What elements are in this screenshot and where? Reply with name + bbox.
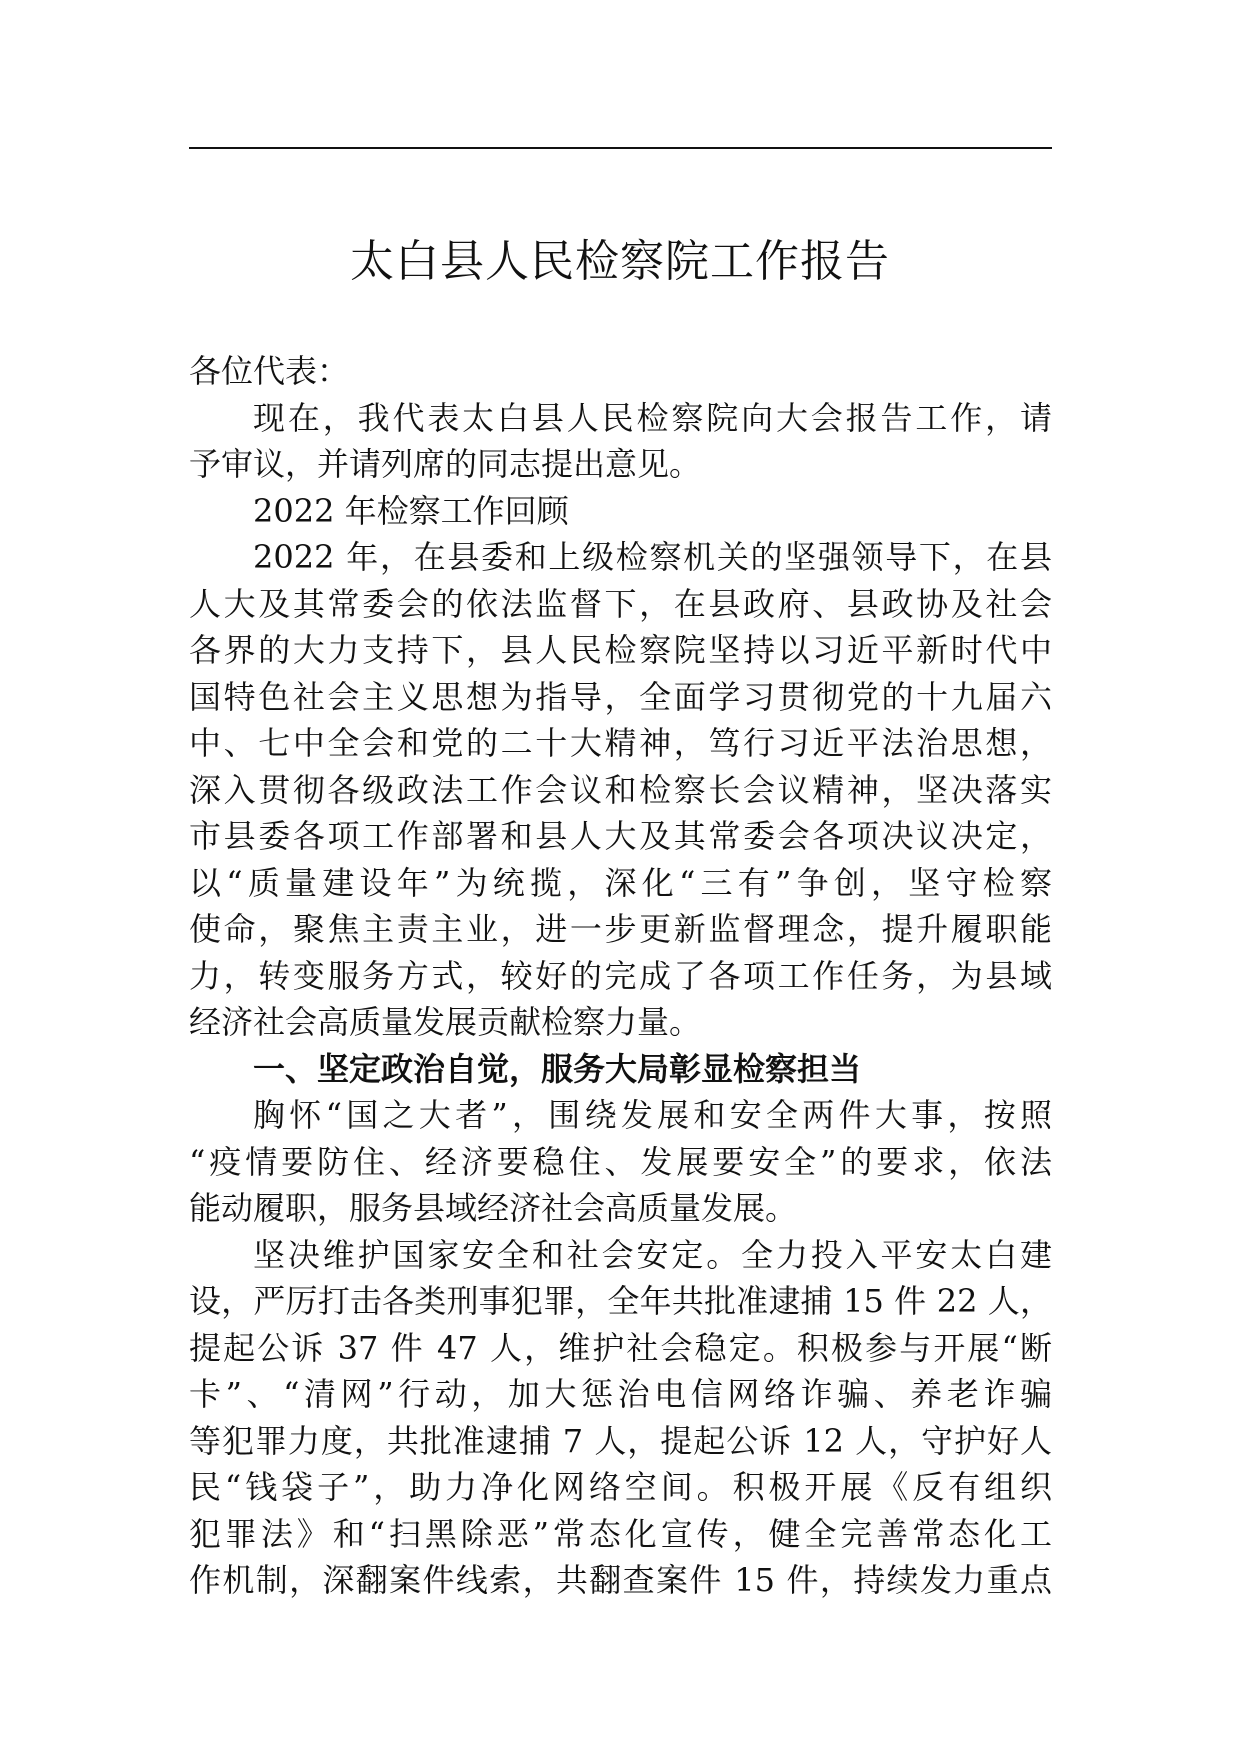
- body-text-line: 市县委各项工作部署和县人大及其常委会各项决议决定，: [189, 817, 1052, 855]
- body-text-line: 2022 年，在县委和上级检察机关的坚强领导下，在县: [253, 538, 1052, 576]
- body-text-line: 各位代表：: [189, 352, 350, 390]
- body-text-line: 现在，我代表太白县人民检察院向大会报告工作，请: [253, 398, 1052, 437]
- body-text-line: 提起公诉 37 件 47 人，维护社会稳定。积极参与开展“断: [189, 1328, 1052, 1367]
- body-text-line: 作机制，深翻案件线索，共翻查案件 15 件，持续发力重点: [189, 1561, 1052, 1599]
- body-text-line: “疫情要防住、经济要稳住、发展要安全”的要求，依法: [189, 1142, 1052, 1181]
- body-text-line: 经济社会高质量发展贡献检察力量。: [189, 1003, 702, 1041]
- body-text-line: 等犯罪力度，共批准逮捕 7 人，提起公诉 12 人，守护好人: [189, 1421, 1052, 1460]
- body-text-line: 人大及其常委会的依法监督下，在县政府、县政协及社会: [189, 584, 1052, 623]
- body-text-line: 国特色社会主义思想为指导，全面学习贯彻党的十九届六: [189, 677, 1052, 716]
- body-text-line: 使命，聚焦主责主业，进一步更新监督理念，提升履职能: [189, 910, 1052, 948]
- body-text-line: 以“质量建设年”为统揽，深化“三有”争创，坚守检察: [189, 863, 1052, 902]
- body-text-line: 犯罪法》和“扫黑除恶”常态化宣传，健全完善常态化工: [189, 1514, 1052, 1553]
- body-text-line: 各界的大力支持下，县人民检察院坚持以习近平新时代中: [189, 631, 1052, 669]
- body-text-line: 能动履职，服务县域经济社会高质量发展。: [189, 1189, 798, 1227]
- body-text-line: 力，转变服务方式，较好的完成了各项工作任务，为县域: [189, 956, 1052, 995]
- body-text-line: 予审议，并请列席的同志提出意见。: [189, 445, 702, 483]
- body-text-line: 坚决维护国家安全和社会安定。全力投入平安太白建: [253, 1235, 1052, 1274]
- section-heading-line: 一、坚定政治自觉，服务大局彰显检察担当: [253, 1049, 862, 1088]
- body-text-line: 2022 年检察工作回顾: [253, 491, 569, 530]
- body-text-line: 深入贯彻各级政法工作会议和检察长会议精神，坚决落实: [189, 770, 1052, 809]
- body-text-line: 卡”、“清网”行动，加大惩治电信网络诈骗、养老诈骗: [189, 1375, 1052, 1413]
- body-text-line: 设，严厉打击各类刑事犯罪，全年共批准逮捕 15 件 22 人，: [189, 1282, 1052, 1320]
- body-text-line: 胸怀“国之大者”，围绕发展和安全两件大事，按照: [253, 1096, 1052, 1134]
- header-rule: [189, 147, 1052, 149]
- document-body: [189, 348, 1052, 1604]
- document-title: 太白县人民检察院工作报告: [350, 236, 890, 287]
- body-text-line: 民“钱袋子”，助力净化网络空间。积极开展《反有组织: [189, 1468, 1052, 1506]
- body-text-line: 中、七中全会和党的二十大精神，笃行习近平法治思想，: [189, 724, 1052, 762]
